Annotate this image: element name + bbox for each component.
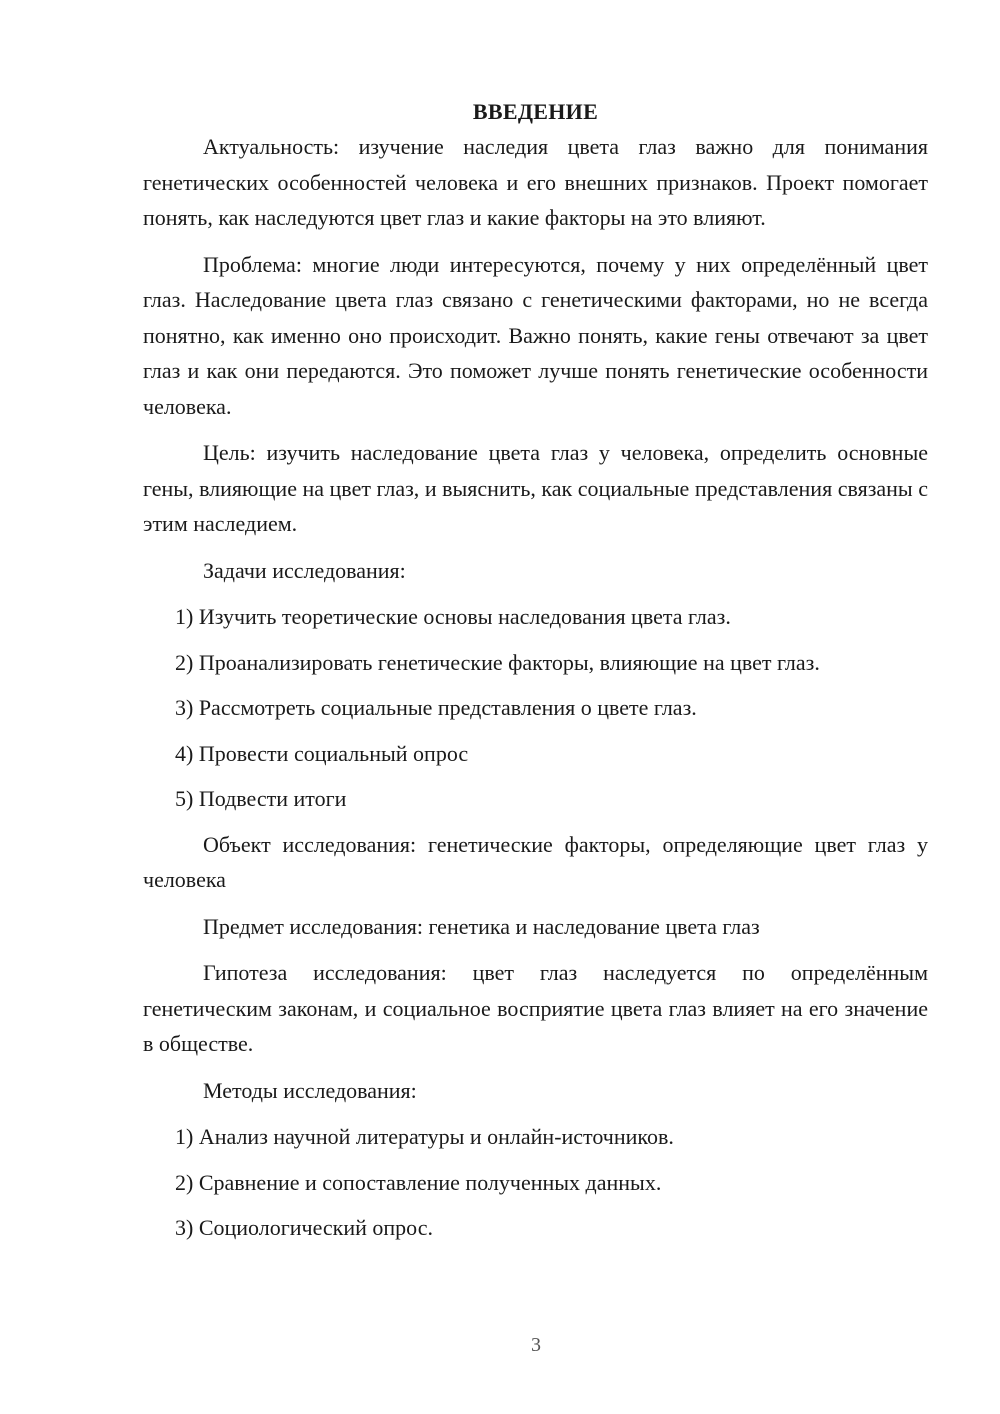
section-title: ВВЕДЕНИЕ	[472, 99, 599, 124]
paragraph-problem: Проблема: многие люди интересуются, почему у них определённый цвет глаз. Наследование цвета глаз связано с генетическими факторами, но не всегда понятно, как именно оно происходит. Важно понять, какие гены отвечают за цвет глаз и как они передаются. Это поможет лучше понять генетические особенности человека.	[143, 251, 928, 419]
paragraph-hypothesis: Гипотеза исследования: цвет глаз наследуется по определённым генетическим законам, и социальное восприятие цвета глаз влияет на его значение в обществе.	[143, 960, 928, 1056]
methods-list	[143, 1119, 928, 1246]
page-number: 3	[531, 1334, 541, 1356]
paragraph-relevance: Актуальность: изучение наследия цвета глаз важно для понимания генетических особенностей человека и его внешних признаков. Проект помогает понять, как наследуются цвет глаз и какие факторы на это влияют.	[143, 134, 928, 230]
tasks-heading: Задачи исследования:	[203, 557, 406, 583]
page-content	[143, 94, 928, 1256]
list-item: 3) Социологический опрос.	[175, 1215, 433, 1240]
paragraph-goal: Цель: изучить наследование цвета глаз у человека, определить основные гены, влияющие на цвет глаз, и выяснить, как социальные представления связаны с этим наследием.	[143, 440, 928, 536]
list-item: 2) Проанализировать генетические факторы, влияющие на цвет глаз.	[175, 649, 820, 675]
list-item: 5) Подвести итоги	[175, 786, 347, 811]
list-item: 1) Анализ научной литературы и онлайн-источников.	[175, 1124, 674, 1149]
paragraph-subject: Предмет исследования: генетика и наследование цвета глаз	[203, 913, 760, 939]
list-item: 2) Сравнение и сопоставление полученных данных.	[175, 1169, 662, 1195]
list-item: 4) Провести социальный опрос	[175, 740, 469, 766]
tasks-list	[143, 599, 928, 817]
paragraph-object: Объект исследования: генетические факторы, определяющие цвет глаз у человека	[143, 831, 928, 892]
list-item: 3) Рассмотреть социальные представления о цвете глаз.	[175, 695, 697, 720]
methods-heading: Методы исследования:	[203, 1077, 417, 1103]
list-item: 1) Изучить теоретические основы наследования цвета глаз.	[175, 604, 731, 629]
